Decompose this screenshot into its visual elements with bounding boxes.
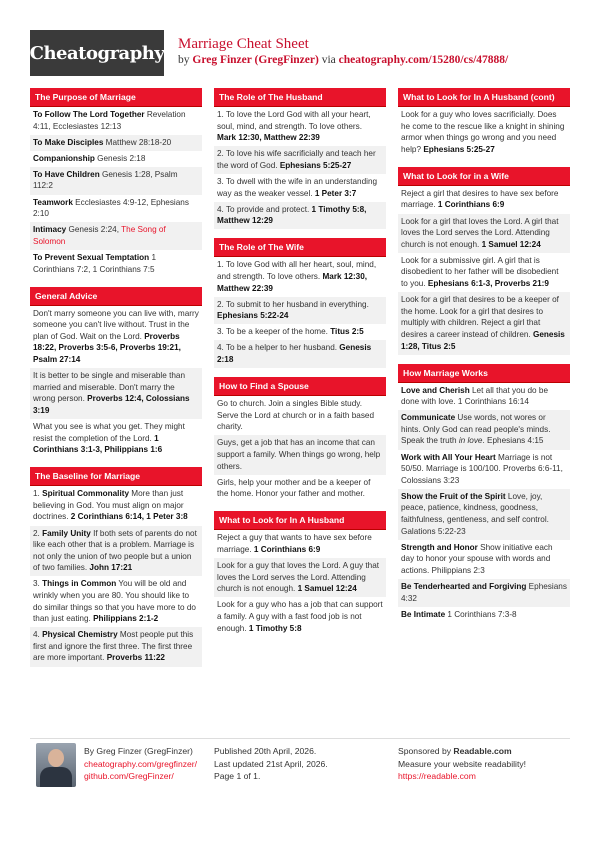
bold-text: Things in Common [42,579,117,589]
list-item [214,146,386,174]
sponsor-link[interactable]: https://readable.com [398,771,476,781]
bold-text: 1 Samuel 12:24 [481,239,541,249]
list-item [30,486,202,525]
logo-text: Cheatography [29,42,165,64]
bold-text: 1 Timothy 5:8 [248,623,302,633]
item-text: Look for a submissive girl. A girl that is disobedient to her father will be disobedient to you. [401,255,559,289]
item-text: Matthew 28:18-20 [103,137,172,147]
bold-text: Philippians 2:1-2 [93,614,159,624]
bold-text: Genesis 1:28, Titus 2:5 [401,329,565,351]
section-what-to-look-for-in-a-husband [214,511,386,636]
section-how-marriage-works [398,364,570,623]
page-title: Marriage Cheat Sheet [178,36,309,52]
list-item [30,151,202,167]
list-item [398,186,570,214]
bold-text: Intimacy [33,225,67,235]
item-text: 4. To be a helper to her husband. [217,343,340,353]
footer-dates [214,745,328,783]
header [30,30,570,80]
list-item [214,107,386,146]
item-text: Let all that you do be done with love. 1 Corinthians 16:14 [401,385,548,407]
section-the-role-of-the-wife [214,238,386,368]
list-item [398,410,570,449]
bold-text: Proverbs 12:4, Colossians 3:19 [33,394,190,415]
section-the-baseline-for-marriage [30,467,202,666]
list-item [214,597,386,636]
bold-text: Mark 12:30, Matthew 22:39 [217,271,368,293]
footer-github-link[interactable]: github.com/GregFinzer/ [84,771,174,781]
bold-text: To Make Disciples [33,137,104,147]
list-item [214,558,386,597]
list-item [30,306,202,368]
footer-author-name: By Greg Finzer (GregFinzer) [84,746,193,756]
item-text: Reject a girl that desires to have sex before marriage. [401,188,559,210]
bold-text: Ephesians 6:1-3, Proverbs 21:9 [427,279,549,289]
item-text: 2. To love his wife sacrificially and teach her the word of God. [217,149,376,170]
item-text: Go to church. Join a singles Bible study. Serve the Lord at church or in a faith based charity. [217,399,375,432]
bold-text: Physical Chemistry [42,630,118,640]
section-heading: How to Find a Spouse [214,377,386,396]
bold-text: John 17:21 [89,563,133,573]
section-body [214,530,386,636]
bold-text: Companionship [33,153,95,163]
list-item [214,435,386,474]
item-text: Look for a guy that loves the Lord. A guy that loves the Lord serves the Lord. Attending church is not enough. [217,561,380,594]
bold-text: Ephesians 5:22-24 [217,311,289,321]
item-text: Ephesians 4:32 [401,582,567,603]
item-text: If both sets of parents do not like each other that is a problem. Marriage is not only the union of two people but a union of two families. [33,528,197,573]
item-text: Look for a guy who has a job that can support a family. A guy with a fast food job is not enough. [217,600,383,633]
item-text: 4. To provide and protect. [217,204,312,214]
item-text: Genesis 2:18 [94,153,146,163]
list-item [30,419,202,458]
column-3 [398,88,570,632]
item-text: 2. To submit to her husband in everything. [217,299,369,309]
item-text: Look for a girl that desires to be a keeper of the home. Look for a girl that desires to multiply with children. Reject a girl that desires a career instead of children. [401,295,559,339]
column-1 [30,88,202,676]
list-item [398,383,570,411]
bold-text: 1 Corinthians 3:1-3, Philippians 1:6 [33,433,163,455]
section-heading: The Role of The Husband [214,88,386,107]
footer [30,738,570,798]
item-text: Look for a girl that loves the Lord. A girl that loves the Lord serves the Lord. Attending church is not enough. [401,216,559,249]
list-item [214,324,386,340]
list-item [398,214,570,253]
item-text: 1 Corinthians 7:2, 1 Corinthians 7:5 [33,252,157,274]
section-the-role-of-the-husband [214,88,386,229]
section-general-advice [30,287,202,459]
item-text: Reject a guy that wants to have sex before marriage. [217,533,372,554]
bold-text: 1 Corinthians 6:9 [437,200,505,210]
list-item [30,107,202,135]
bold-text: Show the Fruit of the Spirit [401,491,506,501]
bold-text: Teamwork [33,197,73,207]
list-item [30,135,202,151]
list-item [398,292,570,354]
updated-date: Last updated 21st April, 2026. [214,758,328,769]
list-item [398,450,570,489]
footer-sponsor [398,745,526,783]
list-item [214,530,386,558]
bold-text: Be Tenderhearted and Forgiving [401,582,527,591]
author-link[interactable]: Greg Finzer (GregFinzer) [192,54,319,66]
section-what-to-look-for-in-a-wife [398,167,570,355]
section-heading: General Advice [30,287,202,306]
bold-text: Titus 2:5 [330,327,364,337]
bold-text: To Have Children [33,169,100,179]
page-number: Page 1 of 1. [214,771,261,781]
section-body [398,186,570,355]
published-date: Published 20th April, 2026. [214,746,317,756]
section-heading: What to Look for In A Husband (cont) [398,88,570,107]
list-item [398,253,570,292]
list-item [214,297,386,325]
section-body [30,486,202,666]
section-body [30,107,202,278]
list-item [398,607,570,623]
sponsor-tagline: Measure your website readability! [398,758,527,769]
bold-text: 1 Corinthians 6:9 [253,544,321,554]
section-heading: What to Look for in a Wife [398,167,570,186]
bold-text: 1 Peter 3:7 [314,188,357,198]
column-2 [214,88,386,646]
item-text: Most people put this first and ignore the first three. The first three are more important. [33,630,194,663]
list-item [30,195,202,223]
item-text: in love [458,436,483,446]
item-text: Ecclesiastes 4:9-12, Ephesians 2:10 [33,197,189,219]
section-body [214,257,386,368]
list-item [214,340,386,368]
bold-text: To Prevent Sexual Temptation [33,252,150,262]
footer-author [84,745,197,783]
section-heading: What to Look for In A Husband [214,511,386,530]
list-item [214,174,386,202]
bold-text: Love and Cherish [401,385,470,395]
bold-text: To Follow The Lord Together [33,110,145,119]
section-heading: The Baseline for Marriage [30,467,202,486]
section-what-to-look-for-in-a-husband-cont [398,88,570,158]
item-text: Genesis 2:24, [66,225,122,235]
bold-text: Ephesians 5:25-27 [423,144,495,154]
cheatography-logo[interactable] [30,30,164,76]
section-heading: The Role of The Wife [214,238,386,257]
section-body [214,396,386,502]
item-text: Don't marry someone you can live with, marry someone you can't live without. Trust in the plan of God. Wait on the Lord. [33,308,199,341]
list-item [398,540,570,579]
bold-text: Family Unity [42,528,91,538]
sheet-url-link[interactable]: cheatography.com/15280/cs/47888/ [338,54,509,66]
list-item [214,202,386,230]
bold-text: Ephesians 5:25-27 [279,160,352,170]
list-item [30,627,202,666]
item-text: 3. [33,579,43,589]
sponsor-label: Sponsored by [398,746,454,756]
section-heading: How Marriage Works [398,364,570,383]
item-text: 2. [33,528,43,538]
item-text: 1. To love the Lord God with all your heart, soul, mind, and strength. To love others. [217,110,371,131]
list-item [214,257,386,296]
list-item [214,475,386,503]
item-text: It is better to be single and miserable than married and miserable. Don't marry the wrong person. [33,371,186,404]
list-item [30,576,202,627]
item-text: Girls, help your mother and be a keeper of the home. Honor your father and mother. [217,477,371,499]
item-text: Marriage is not 50/50. Marriage is 100/100. Proverbs 6:6-11, Colossians 3:23 [401,452,563,485]
footer-cheatography-link[interactable]: cheatography.com/gregfinzer/ [84,758,198,769]
bold-text: Spiritual Commonality [42,489,129,499]
list-item [30,222,202,250]
list-item [398,579,570,607]
bold-text: Be Intimate [401,609,446,619]
byline-by: by [178,54,193,66]
list-item [30,167,202,195]
author-avatar [36,743,76,787]
section-how-to-find-a-spouse [214,377,386,502]
list-item [398,107,570,158]
list-item [398,489,570,540]
item-text: 3. To be a keeper of the home. [217,327,331,337]
item-text: Revelation 4:11, Ecclesiastes 12:13 [33,110,186,131]
list-item [30,250,202,278]
item-text: 1 Corinthians 7:3-8 [445,609,517,619]
byline [178,54,508,66]
bold-text: Strength and Honor [401,542,478,552]
bold-text: Communicate [401,413,456,423]
list-item [30,368,202,419]
item-text: 4. [33,630,43,640]
section-body [214,107,386,229]
item-text: You will be old and wrinkly when you are 80. You should like to do similar things so that you have more to do than just eating. [33,579,196,624]
item-text: Genesis 1:28, Psalm 112:2 [33,169,178,191]
section-body [30,306,202,459]
bold-text: Work with All Your Heart [401,452,496,462]
section-the-purpose-of-marriage [30,88,202,278]
item-text: More than just believing in God. You must align on major doctrines. [33,489,184,522]
sponsor-name[interactable]: Readable.com [453,746,512,756]
bold-text: Genesis 2:18 [217,343,372,364]
item-text: 1. To love God with all her heart, soul, mind, and strength. To love others. [217,260,377,281]
item-text: . Ephesians 4:15 [482,436,544,446]
bold-text: 2 Corinthians 6:14, 1 Peter 3:8 [70,512,188,522]
bold-text: 1 Timothy 5:8, Matthew 12:29 [217,204,367,226]
item-text: Show initiative each day to honor your spouse with words and actions. Philippians 2:3 [401,542,553,575]
list-item [214,396,386,435]
bold-text: Proverbs 18:22, Proverbs 3:5-6, Proverbs 19:21, Psalm 27:14 [33,331,181,364]
list-item [30,526,202,577]
bold-text: Proverbs 11:22 [106,653,165,663]
item-text: Use words, not wores or hints. Only God can read people's minds. Speak the truth [401,413,551,446]
byline-via: via [318,54,339,66]
section-body [398,383,570,623]
section-body [398,107,570,158]
highlight-text: The Song of Solomon [33,225,166,246]
bold-text: Mark 12:30, Matthew 22:39 [217,133,320,143]
item-text: 3. To dwell with the wife in an understanding way as the weaker vessel. [217,176,378,198]
bold-text: 1 Samuel 12:24 [297,584,357,594]
item-text: Look for a guy who loves sacrificially. Does he come to the rescue like a knight in shining armor when things go wrong and you need help? [401,110,565,154]
section-heading: The Purpose of Marriage [30,88,202,107]
item-text: Love, joy, peace, patience, kindness, goodness, faithfulness, gentleness, and self control. Galations 5:22-23 [401,491,549,536]
item-text: Guys, get a job that has an income that can support a family. When things go wrong, help others. [217,438,381,471]
item-text: 1. [33,489,43,499]
item-text: What you see is what you get. They might resist the completion of the Lord. [33,421,185,443]
